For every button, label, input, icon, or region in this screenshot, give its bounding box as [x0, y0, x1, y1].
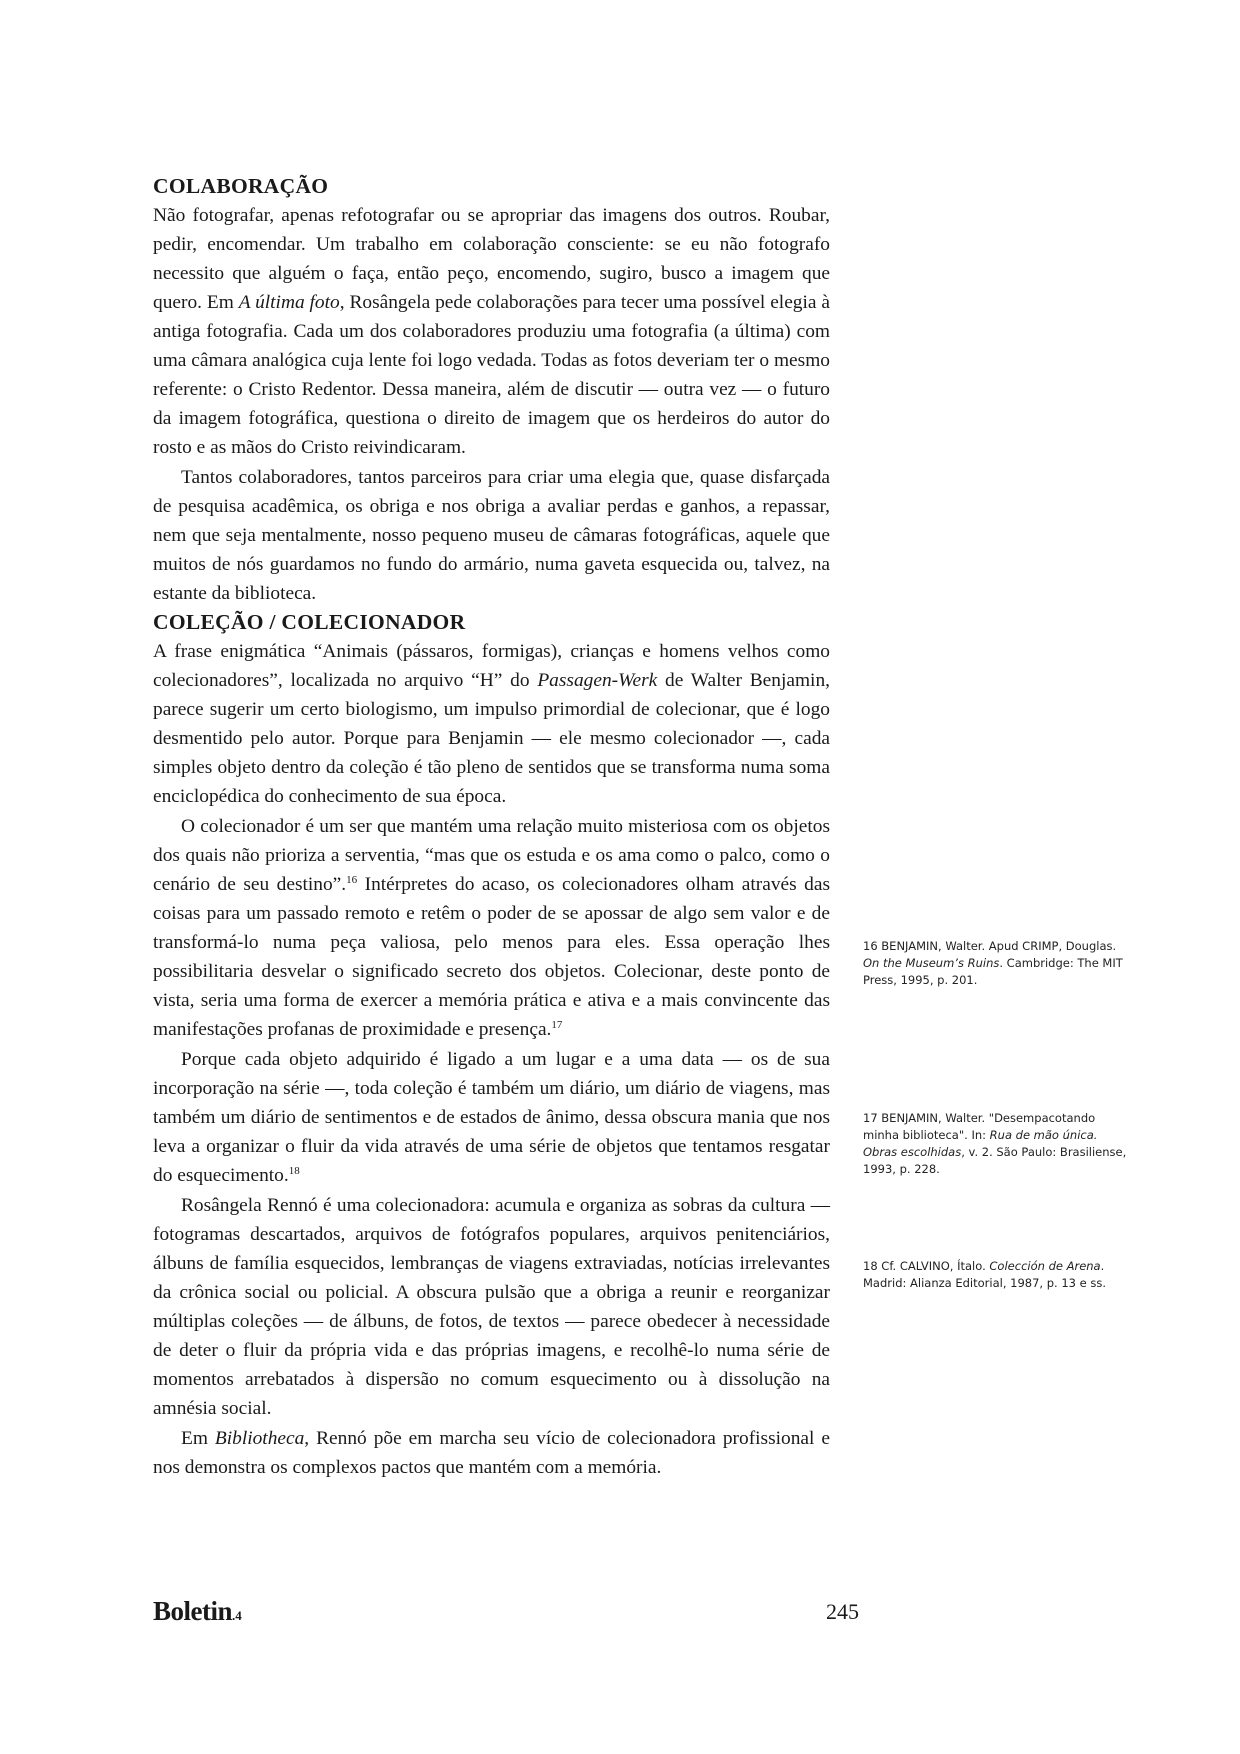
footnote-18 [863, 1258, 1133, 1292]
text-run: . Cambridge: The MIT Press, 1995, p. 201. [863, 956, 1123, 987]
italic-text: Rua de mão única. Obras escolhidas [863, 1128, 1098, 1159]
paragraph [153, 1191, 830, 1423]
text-run: de Walter Benjamin, parece sugerir um certo biologismo, um impulso primordial de colecionar, que é logo desmentido pelo autor. Porque para Benjamin — ele mesmo colecionador —, cada simples objeto dentro da coleção é tão pleno de sentidos que se transforma numa soma enciclopédica do conhecimento de sua época. [153, 670, 830, 807]
main-text-column [153, 172, 830, 1482]
text-run: . Madrid: Alianza Editorial, 1987, p. 13 e ss. [863, 1259, 1106, 1290]
italic-text: On the Museum’s Ruins [863, 956, 1000, 970]
text-run: Não fotografar, apenas refotografar ou se apropriar das imagens dos outros. Roubar, pedir, encomendar. Um trabalho em colaboração consciente: se eu não fotografo necessito que alguém o faça, então peço, encomendo, sugiro, busco a imagem que quero. Em [153, 205, 830, 313]
text-run: Tantos colaboradores, tantos parceiros para criar uma elegia que, quase disfarçada de pesquisa acadêmica, os obriga e nos obriga a avaliar perdas e ganhos, a repassar, nem que seja mentalmente, nosso pequeno museu de câmaras fotográficas, aquele que muitos de nós guardamos no fundo do armário, numa gaveta esquecida ou, talvez, na estante da biblioteca. [153, 467, 830, 604]
italic-text: Colección de Arena [989, 1259, 1101, 1273]
text-run: Porque cada objeto adquirido é ligado a um lugar e a uma data — os de sua incorporação na série —, toda coleção é também um diário, um diário de viagens, mas também um diário de sentimentos e de estados de ânimo, dessa obscura mania que nos leva a organizar o fluir da vida através de uma série de objetos que tentamos resgatar do esquecimento. [153, 1049, 830, 1186]
text-run: 18 Cf. CALVINO, Ítalo. [863, 1259, 990, 1273]
footnote-marker: 16 [346, 874, 358, 886]
logo-number: .4 [232, 1608, 242, 1623]
paragraph [153, 463, 830, 608]
text-run: 16 BENJAMIN, Walter. Apud CRIMP, Douglas. [863, 939, 1117, 953]
text-run: O colecionador é um ser que mantém uma relação muito misteriosa com os objetos dos quais não prioriza a serventia, “mas que os estuda e os ama como o palco, como o cenário de seu destino”. [153, 816, 830, 895]
text-run: , Rennó põe em marcha seu vício de colecionadora profissional e nos demonstra os complexos pactos que mantém com a memória. [153, 1428, 830, 1478]
text-run: A frase enigmática “Animais (pássaros, formigas), crianças e homens velhos como colecionadores”, localizada no arquivo “H” do [153, 641, 830, 691]
paragraph [153, 1424, 830, 1482]
paragraph [153, 812, 830, 1044]
paragraph [153, 1045, 830, 1190]
section-heading-colecao: COLEÇÃO / COLECIONADOR [153, 610, 466, 634]
text-run: 17 BENJAMIN, Walter. "Desempacotando minha biblioteca". In: [863, 1111, 1096, 1142]
text-run: Intérpretes do acaso, os colecionadores olham através das coisas para um passado remoto e retêm o poder de se apossar de algo sem valor e de transformá-lo numa peça valiosa, pelo menos para eles. Essa operação lhes possibilitaria desvelar o significado secreto dos objetos. Colecionar, deste ponto de vista, seria uma forma de exercer a memória prática e ativa e a mais convincente das manifestações profanas de proximidade e presença. [153, 874, 830, 1040]
logo-text: Boletin [153, 1596, 233, 1626]
italic-text: Passagen-Werk [537, 670, 658, 691]
paragraph [153, 201, 830, 462]
footnote-marker: 17 [551, 1019, 563, 1031]
paragraph [153, 637, 830, 811]
text-run: Em [181, 1428, 215, 1449]
italic-text: Bibliotheca [214, 1428, 305, 1449]
footnote-marker: 18 [288, 1165, 300, 1177]
footnote-17 [863, 1110, 1133, 1178]
journal-logo [153, 1596, 242, 1627]
section-heading-colaboracao: COLABORAÇÃO [153, 174, 329, 198]
text-run: , Rosângela pede colaborações para tecer uma possível elegia à antiga fotografia. Cada um dos colaboradores produziu uma fotografia (a última) com uma câmara analógica cuja lente foi logo vedada. Todas as fotos deveriam ter o mesmo referente: o Cristo Redentor. Dessa maneira, além de discutir — outra vez — o futuro da imagem fotográfica, questiona o direito de imagem que os herdeiros do autor do rosto e as mãos do Cristo reivindicaram. [153, 292, 830, 458]
footnote-16 [863, 938, 1133, 989]
text-run: , v. 2. São Paulo: Brasiliense, 1993, p. 228. [863, 1145, 1127, 1176]
text-run: Rosângela Rennó é uma colecionadora: acumula e organiza as sobras da cultura — fotogramas descartados, arquivos de fotógrafos populares, arquivos penitenciários, álbuns de família esquecidos, lembranças de viagens extraviadas, notícias irrelevantes da crônica social ou policial. A obscura pulsão que a obriga a reunir e reorganizar múltiplas coleções — de álbuns, de fotos, de textos — parece obedecer à necessidade de deter o fluir da própria vida e das próprias imagens, e recolhê-lo numa série de momentos arrebatados à dispersão no comum esquecimento ou à dissolução na amnésia social. [153, 1195, 830, 1419]
italic-text: A última foto [238, 292, 340, 313]
page-number: 245 [826, 1599, 859, 1624]
